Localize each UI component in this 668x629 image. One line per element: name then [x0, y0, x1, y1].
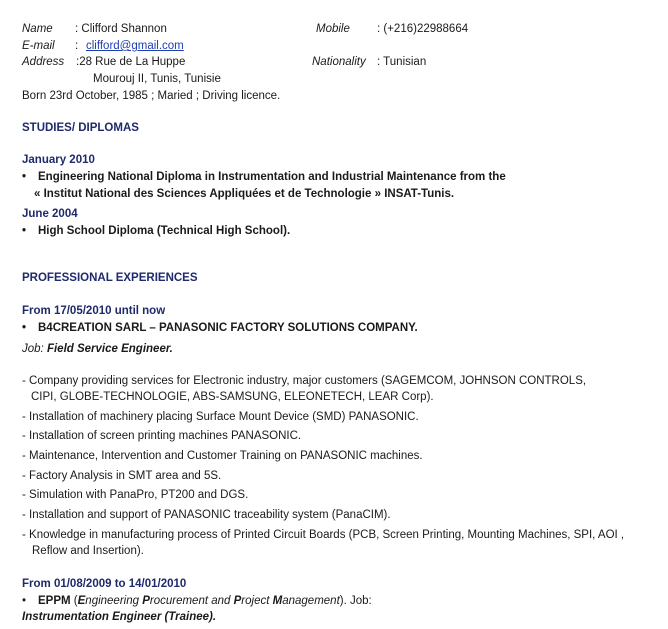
- job1-detail-0: - Company providing services for Electronic industry, major customers (SAGEMCOM, JOHNSON CONTROLS,: [22, 375, 587, 387]
- job1-detail-7: - Installation and support of PANASONIC traceability system (PanaCIM).: [22, 509, 391, 521]
- studies-heading: STUDIES/ DIPLOMAS: [22, 122, 139, 134]
- study-line-1: Engineering National Diploma in Instrumentation and Industrial Maintenance from the: [38, 171, 506, 183]
- name-label: Name: [22, 23, 53, 35]
- name-value: : Clifford Shannon: [75, 23, 167, 35]
- born-line: Born 23rd October, 1985 ; Maried ; Driving licence.: [22, 90, 281, 102]
- nationality-value: : Tunisian: [377, 56, 427, 68]
- email-label: E-mail: [22, 40, 55, 52]
- study-item-2: [22, 224, 290, 239]
- job1-detail-2: - Installation of machinery placing Surface Mount Device (SMD) PANASONIC.: [22, 411, 419, 423]
- job2-date: From 01/08/2009 to 14/01/2010: [22, 578, 187, 590]
- address-line2: Mourouj II, Tunis, Tunisie: [93, 73, 221, 85]
- study-line-1b: « Institut National des Sciences Appliquées et de Technologie » INSAT-Tunis.: [34, 188, 455, 200]
- job1-detail-8: - Knowledge in manufacturing process of Printed Circuit Boards (PCB, Screen Printing, Mounting Machines, SPI, AOI ,: [22, 529, 625, 541]
- address-label: Address: [22, 56, 65, 68]
- job1-title-label: Job:: [22, 343, 44, 355]
- job1-company-item: [22, 321, 418, 336]
- job1-title-line: [22, 342, 173, 357]
- job2-company-item: [22, 594, 372, 609]
- study-date-2: June 2004: [22, 208, 78, 220]
- job1-detail-3: - Installation of screen printing machines PANASONIC.: [22, 430, 302, 442]
- experience-heading: PROFESSIONAL EXPERIENCES: [22, 272, 198, 284]
- email-colon: :: [75, 40, 79, 52]
- study-item-1: [22, 170, 506, 185]
- study-date-1: January 2010: [22, 154, 95, 166]
- job1-detail-6: - Simulation with PanaPro, PT200 and DGS.: [22, 489, 249, 501]
- job2-paren-close: ). Job:: [339, 595, 372, 607]
- study-line-2: High School Diploma (Technical High School).: [38, 225, 291, 237]
- job2-title: Instrumentation Engineer (Trainee).: [22, 611, 217, 623]
- job2-company: EPPM: [38, 595, 71, 607]
- job1-title: Field Service Engineer.: [46, 343, 173, 355]
- job2-paren-open: (: [70, 595, 78, 607]
- email-link[interactable]: clifford@gmail.com: [86, 40, 184, 52]
- mobile-value: : (+216)22988664: [377, 23, 469, 35]
- bullet-icon: •: [22, 225, 27, 237]
- job2-desc: Engineering Procurement and Project Management: [77, 595, 340, 607]
- bullet-icon: •: [22, 322, 27, 334]
- job1-detail-5: - Factory Analysis in SMT area and 5S.: [22, 470, 222, 482]
- address-line1: :28 Rue de La Huppe: [76, 56, 186, 68]
- nationality-label: Nationality: [312, 56, 366, 68]
- bullet-icon: •: [22, 171, 27, 183]
- mobile-label: Mobile: [316, 23, 350, 35]
- job1-detail-9: Reflow and Insertion).: [32, 545, 144, 557]
- job1-company: B4CREATION SARL – PANASONIC FACTORY SOLUTIONS COMPANY.: [38, 322, 418, 334]
- job1-date: From 17/05/2010 until now: [22, 305, 166, 317]
- bullet-icon: •: [22, 595, 27, 607]
- job1-detail-4: - Maintenance, Intervention and Customer Training on PANASONIC machines.: [22, 450, 423, 462]
- job1-detail-1: CIPI, GLOBE-TECHNOLOGIE, ABS-SAMSUNG, ELEONETECH, LEAR Corp).: [31, 391, 434, 403]
